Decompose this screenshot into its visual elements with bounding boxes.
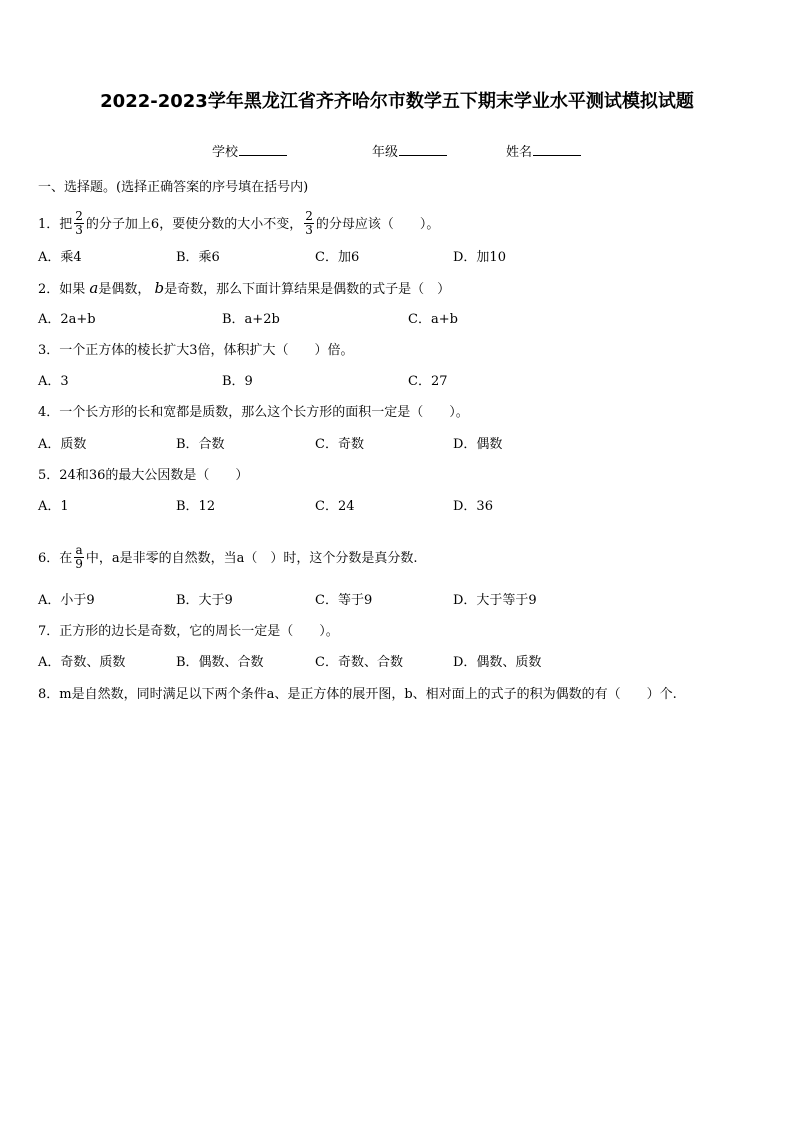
q2-option-c[interactable]: C．a+b bbox=[408, 312, 458, 327]
q2-text-b: 是偶数， bbox=[98, 282, 151, 297]
section-heading: 一、选择题。(选择正确答案的序号填在括号内) bbox=[38, 180, 309, 195]
q2-text-a: 2．如果 bbox=[38, 282, 86, 297]
q1-fraction-1: $\frac{2}{3}$ bbox=[75, 209, 83, 237]
q4-option-b[interactable]: B．合数 bbox=[176, 437, 225, 452]
q5-option-c[interactable]: C．24 bbox=[315, 499, 355, 514]
q1-text-a: 1．把 bbox=[38, 217, 73, 232]
school-field bbox=[212, 141, 287, 160]
q2-text-c: 是奇数，那么下面计算结果是偶数的式子是（ ） bbox=[164, 282, 451, 297]
q6-text-b: 中，a是非零的自然数，当a（ ）时，这个分数是真分数. bbox=[85, 551, 418, 566]
q6-option-c[interactable]: C．等于9 bbox=[315, 593, 373, 608]
q7-option-c[interactable]: C．奇数、合数 bbox=[315, 655, 403, 670]
student-info-row bbox=[0, 141, 794, 161]
grade-blank[interactable] bbox=[399, 143, 447, 156]
q6-option-a[interactable]: A．小于9 bbox=[38, 593, 95, 608]
school-blank[interactable] bbox=[239, 143, 287, 156]
q1-option-d[interactable]: D．加10 bbox=[453, 250, 506, 265]
q4-option-a[interactable]: A．质数 bbox=[38, 437, 87, 452]
question-7: 7．正方形的边长是奇数，它的周长一定是（ ）。 bbox=[38, 624, 339, 639]
q7-option-b[interactable]: B．偶数、合数 bbox=[176, 655, 264, 670]
question-4: 4．一个长方形的长和宽都是质数，那么这个长方形的面积一定是（ ）。 bbox=[38, 405, 469, 420]
q2-option-a[interactable]: A．2a+b bbox=[38, 312, 96, 327]
q1-option-c[interactable]: C．加6 bbox=[315, 250, 360, 265]
q4-option-c[interactable]: C．奇数 bbox=[315, 437, 364, 452]
question-3: 3．一个正方体的棱长扩大3倍，体积扩大（ ）倍。 bbox=[38, 343, 354, 358]
question-1 bbox=[38, 211, 439, 238]
grade-field bbox=[372, 141, 447, 160]
q3-option-b[interactable]: B．9 bbox=[222, 374, 253, 389]
q1-option-b[interactable]: B．乘6 bbox=[176, 250, 220, 265]
grade-label: 年级 bbox=[372, 145, 399, 160]
question-5: 5．24和36的最大公因数是（ ） bbox=[38, 468, 249, 483]
q6-option-d[interactable]: D．大于等于9 bbox=[453, 593, 537, 608]
q3-option-a[interactable]: A．3 bbox=[38, 374, 69, 389]
q1-fraction-2: $\frac{2}{3}$ bbox=[305, 209, 313, 237]
q2-option-b[interactable]: B．a+2b bbox=[222, 312, 280, 327]
q6-text-a: 6．在 bbox=[38, 551, 73, 566]
q5-option-d[interactable]: D．36 bbox=[453, 499, 493, 514]
name-field bbox=[506, 141, 581, 160]
name-label: 姓名 bbox=[506, 145, 533, 160]
question-2 bbox=[38, 279, 450, 299]
q3-option-c[interactable]: C．27 bbox=[408, 374, 448, 389]
page-title: 2022-2023学年黑龙江省齐齐哈尔市数学五下期末学业水平测试模拟试题 bbox=[100, 91, 694, 112]
q5-option-b[interactable]: B．12 bbox=[176, 499, 216, 514]
q4-option-d[interactable]: D．偶数 bbox=[453, 437, 503, 452]
q1-text-b: 的分子加上6，要使分数的大小不变， bbox=[85, 217, 303, 232]
question-8: 8．m是自然数，同时满足以下两个条件a、是正方体的展开图，b、相对面上的式子的积为偶数的有（ ）个. bbox=[38, 687, 677, 702]
q7-option-a[interactable]: A．奇数、质数 bbox=[38, 655, 126, 670]
school-label: 学校 bbox=[212, 145, 239, 160]
q1-option-a[interactable]: A．乘4 bbox=[38, 250, 82, 265]
q1-text-c: 的分母应该（ ）。 bbox=[315, 217, 440, 232]
question-6 bbox=[38, 545, 418, 572]
q7-option-d[interactable]: D．偶数、质数 bbox=[453, 655, 542, 670]
q6-option-b[interactable]: B．大于9 bbox=[176, 593, 233, 608]
q5-option-a[interactable]: A．1 bbox=[38, 499, 69, 514]
q2-var-a: a bbox=[89, 279, 99, 297]
name-blank[interactable] bbox=[533, 143, 581, 156]
q6-fraction: $\frac{a}{9}$ bbox=[75, 543, 83, 571]
q2-var-b: b bbox=[154, 279, 165, 297]
